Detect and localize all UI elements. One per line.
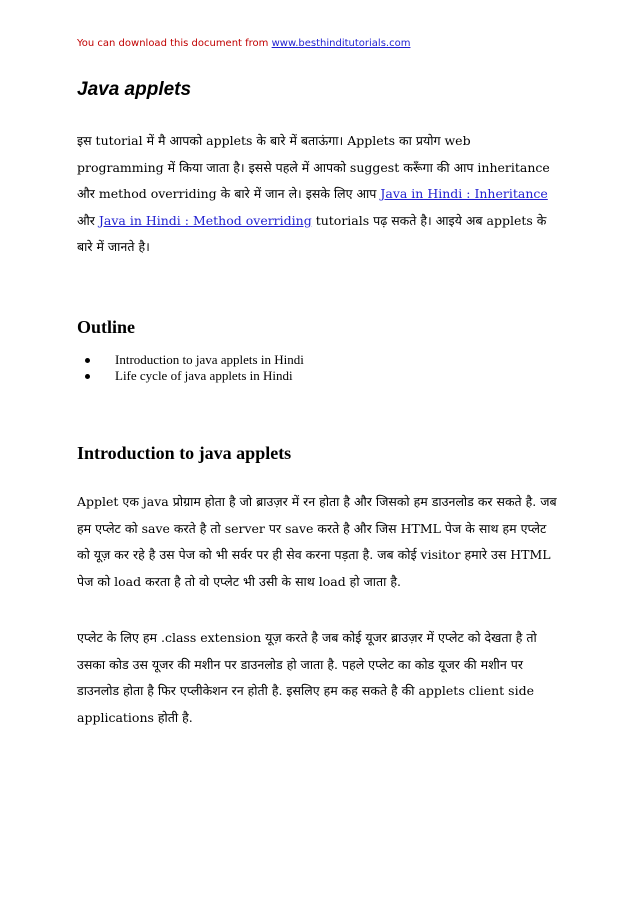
inheritance-link[interactable]: Java in Hindi : Inheritance	[380, 186, 548, 201]
outline-heading: Outline	[77, 317, 136, 337]
introduction-paragraph-1: Applet एक java प्रोग्राम होता है जो ब्राउज़र में रन होता है और जिसको हम डाउनलोड कर सकते है. जब हम एप्लेट को save करते है तो server पर save करते है और जिस HTML पेज के साथ हम एप्लेट को यूज़ कर रहे है उस पेज को भी सर्वर पर ही सेव करना पड़ता है. जब कोई visitor हमारे उस HTML पेज को load करता है तो वो एप्लेट भी उसी के साथ load हो जाता है.	[77, 494, 557, 589]
introduction-paragraph-2: एप्लेट के लिए हम .class extension यूज़ करते है जब कोई यूजर ब्राउज़र में एप्लेट को देखता है तो उसका कोड उस यूजर की मशीन पर डाउनलोड हो जाता है. पहले एप्लेट का कोड यूजर की मशीन पर डाउनलोड होता है फिर एप्लीकेशन रन होती है. इसलिए हम कह सकते है की applets client side applications होती है.	[77, 630, 537, 725]
download-header	[77, 38, 410, 49]
bullet-icon	[85, 374, 90, 379]
list-item	[77, 368, 304, 384]
outline-list	[77, 352, 304, 384]
introduction-heading: Introduction to java applets	[77, 443, 292, 463]
intro-text-1: इस tutorial में मै आपको applets के बारे में बताऊंगा। Applets का प्रयोग web programming में किया जाता है। इससे पहले में आपको suggest करूँगा की आप inheritance और method overriding के बारे में जान ले। इसके लिए आप	[77, 133, 550, 201]
list-item	[77, 352, 304, 368]
intro-paragraph	[77, 128, 561, 261]
outline-item-label: Introduction to java applets in Hindi	[115, 352, 304, 367]
page-title: Java applets	[77, 79, 192, 100]
intro-text-3: tutorials पढ़ सकते है। आइये अब applets के बारे में जानते है।	[77, 212, 547, 254]
method-overriding-link[interactable]: Java in Hindi : Method overriding	[98, 212, 312, 228]
header-text: You can download this document from	[77, 38, 272, 49]
website-link[interactable]: www.besthinditutorials.com	[271, 38, 411, 49]
intro-text-2: और	[77, 212, 99, 228]
bullet-icon	[85, 358, 90, 363]
outline-item-label: Life cycle of java applets in Hindi	[115, 368, 293, 383]
